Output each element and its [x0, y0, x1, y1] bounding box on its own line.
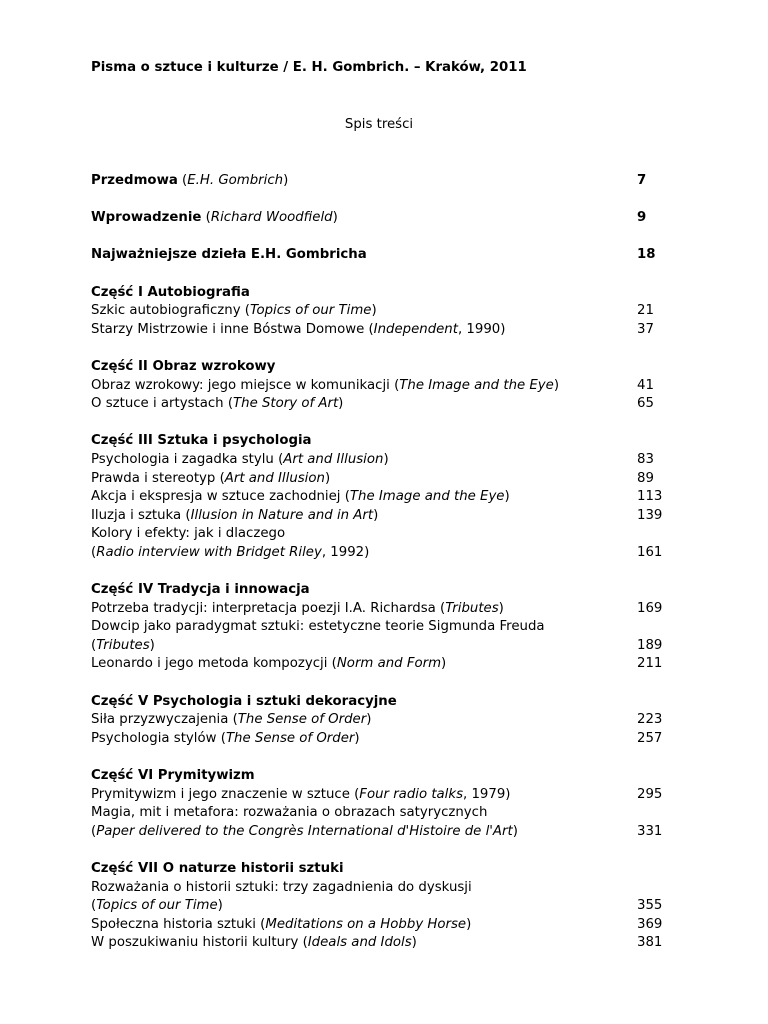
toc-main-entry [91, 172, 667, 191]
toc-part-title: Część V Psychologia i sztuki dekoracyjne [91, 693, 397, 709]
toc-entry-line [91, 302, 667, 321]
toc-entry-line [91, 600, 667, 619]
toc-page-number: 211 [637, 656, 663, 672]
toc-entry-line [91, 730, 667, 749]
toc-page-number: 331 [637, 823, 663, 839]
toc-entry-text [91, 618, 545, 637]
toc-entry-pre: Leonardo i jego metoda kompozycji ( [91, 656, 337, 672]
toc-entry-post: ) [411, 935, 417, 951]
toc-entry-line [91, 377, 667, 396]
toc-entry-post: ) [498, 600, 504, 616]
toc-entry-post: ) [512, 823, 518, 839]
toc-spacer [91, 191, 667, 210]
toc-entry-pre: Iluzja i sztuka ( [91, 507, 191, 523]
toc-entry-text [91, 544, 369, 563]
toc-entry-line [91, 879, 667, 898]
toc-entry-text [91, 209, 338, 228]
toc-entry-pre: Społeczna historia sztuki ( [91, 916, 266, 932]
toc-entry-post: ) [383, 451, 389, 467]
toc-entry-source: Meditations on a Hobby Horse [265, 916, 467, 932]
toc-entry-line [91, 321, 667, 340]
toc-entry-text [91, 507, 378, 526]
toc-entry-post: ) [441, 656, 447, 672]
toc-page-number: 7 [637, 173, 647, 188]
toc-page-number: 41 [637, 377, 654, 393]
toc-entry-line [91, 618, 667, 637]
toc-page-number: 169 [637, 600, 663, 616]
toc-entry-text [91, 302, 377, 321]
toc-page-number: 257 [637, 730, 663, 746]
toc-entry-post: ) [217, 898, 223, 914]
toc-entry-pre: ( [91, 823, 97, 839]
toc-entry-post: , 1979) [463, 786, 511, 802]
toc-entry-author-close: ) [332, 210, 338, 226]
toc-entry-line [91, 451, 667, 470]
toc-page-number: 223 [637, 712, 663, 728]
toc-entry-pre: Szkic autobiograficzny ( [91, 303, 250, 319]
toc-entry-source: Tributes [96, 637, 150, 653]
toc-entry-author-close: ) [283, 173, 289, 188]
toc-entry-post: ) [354, 730, 360, 746]
toc-entry-post: ) [466, 916, 472, 932]
toc-entry-pre: Magia, mit i metafora: rozważania o obrazach satyrycznych [91, 805, 488, 821]
toc-spacer [91, 748, 667, 767]
toc-entry-pre: Siła przyzwyczajenia ( [91, 712, 238, 728]
toc-entry-source: Topics of our Time [249, 303, 372, 319]
toc-entry-text [91, 916, 471, 935]
toc-page-number: 89 [637, 470, 654, 486]
toc-entry-line [91, 655, 667, 674]
toc-entry-pre: Rozważania o historii sztuki: trzy zagadnienia do dyskusji [91, 879, 472, 895]
toc-entry-text [91, 711, 371, 730]
toc-entry-post: ) [504, 489, 510, 505]
toc-entry-line [91, 507, 667, 526]
toc-page-number: 381 [637, 935, 663, 951]
toc-entry-line [91, 786, 667, 805]
toc-spacer [91, 339, 667, 358]
toc-entry-source: Topics of our Time [96, 898, 218, 914]
toc-entry-line [91, 637, 667, 656]
toc-entry-author-name: Richard Woodfield [210, 210, 333, 226]
toc-page-number: 161 [637, 544, 663, 560]
toc-page-number: 9 [637, 210, 647, 226]
toc-entry-pre: Psychologia i zagadka stylu ( [91, 451, 284, 467]
toc-entry-line [91, 395, 667, 414]
toc-entry-source: Ideals and Idols [307, 935, 412, 951]
toc-entry-post: , 1992) [321, 544, 370, 560]
toc-entry-author-open: ( [177, 173, 188, 188]
toc-entry-text [91, 897, 223, 916]
toc-main-entry [91, 246, 667, 265]
toc-page-number: 65 [637, 396, 654, 412]
toc-heading: Spis treści [344, 117, 414, 132]
toc-entry-line [91, 525, 667, 544]
toc-entry-pre: Dowcip jako paradygmat sztuki: estetyczne teorie Sigmunda Freuda [91, 619, 545, 635]
toc-entry-pre: Potrzeba tradycji: interpretacja poezji I.A. Richardsa ( [91, 600, 446, 616]
toc-entry-text [91, 879, 472, 898]
toc-entry-author-open: ( [201, 210, 211, 226]
toc-entry-title: Najważniejsze dzieła E.H. Gombricha [91, 247, 367, 263]
toc-entry-title: Wprowadzenie [91, 210, 202, 226]
toc-page-number: 355 [637, 898, 663, 914]
toc-entry-pre: Akcja i ekspresja w sztuce zachodniej ( [91, 489, 350, 505]
toc-page-number: 295 [637, 786, 663, 802]
toc-entry-author [178, 173, 288, 188]
toc-entry-line [91, 916, 667, 935]
toc-page-number: 21 [637, 303, 654, 319]
toc-page-number: 18 [637, 247, 656, 263]
toc-part-title: Część VII O naturze historii sztuki [91, 860, 344, 876]
toc-entry-line [91, 544, 667, 563]
toc-part-title: Część II Obraz wzrokowy [91, 358, 276, 374]
toc-entry-line [91, 934, 667, 953]
toc-entry-post: ) [338, 396, 344, 412]
toc-entry-title: Przedmowa [91, 173, 178, 188]
toc-entry-source: Paper delivered to the Congrès International d'Histoire de l'Art [96, 823, 513, 839]
toc-entry-source: The Sense of Order [237, 712, 367, 728]
toc-entry-line [91, 711, 667, 730]
toc-entry-text [91, 823, 518, 842]
toc-spacer [91, 414, 667, 433]
toc-entry-post: ) [373, 507, 379, 523]
toc-entry-text [91, 786, 510, 805]
toc-entry-text [91, 637, 155, 656]
toc-entry-text [91, 395, 343, 414]
toc-entry-post: ) [324, 470, 331, 486]
toc-spacer [91, 674, 667, 693]
toc-entry-pre: Prymitywizm i jego znaczenie w sztuce ( [91, 786, 360, 802]
toc-page-number: 369 [637, 916, 663, 932]
toc-entry-pre: Psychologia stylów ( [91, 730, 226, 746]
table-of-contents [91, 172, 667, 972]
toc-entry-post: , 1990) [457, 321, 506, 337]
toc-entry-source: The Story of Art [233, 396, 339, 412]
toc-spacer [91, 228, 667, 247]
toc-entry-line [91, 823, 667, 842]
toc-entry-source: Norm and Form [336, 656, 442, 672]
toc-entry-text [91, 804, 487, 823]
toc-entry-text [91, 451, 389, 470]
toc-entry-source: The Sense of Order [225, 730, 355, 746]
toc-entry-post: ) [371, 303, 377, 319]
toc-entry-pre: ( [91, 544, 97, 560]
toc-entry-pre: ( [91, 898, 97, 914]
toc-entry-pre: Kolory i efekty: jak i dlaczego [91, 526, 286, 542]
toc-part-title: Część VI Prymitywizm [91, 768, 255, 783]
toc-entry-pre: ( [91, 637, 97, 653]
toc-entry-pre: O sztuce i artystach ( [91, 396, 234, 412]
toc-entry-pre: Starzy Mistrzowie i inne Bóstwa Domowe ( [91, 321, 374, 337]
toc-entry-source: Art and Illusion [224, 470, 325, 486]
toc-entry-source: Four radio talks [359, 786, 463, 802]
toc-spacer [91, 841, 667, 860]
toc-entry-pre: Prawda i stereotyp ( [91, 470, 225, 486]
toc-spacer [91, 953, 667, 972]
toc-entry-source: The Image and the Eye [349, 489, 505, 505]
toc-entry-source: Radio interview with Bridget Riley [96, 544, 322, 560]
toc-entry-pre: W poszukiwaniu historii kultury ( [91, 935, 308, 951]
toc-entry-source: Independent [373, 321, 458, 337]
toc-entry-post: ) [553, 377, 560, 393]
toc-entry-post: ) [149, 637, 155, 653]
toc-entry-author-name: E.H. Gombrich [187, 173, 284, 188]
toc-entry-source: Art and Illusion [283, 451, 384, 467]
toc-page-number: 113 [637, 489, 663, 505]
toc-entry-text [91, 172, 288, 191]
toc-entry-text [91, 600, 504, 619]
toc-entry-source: Illusion in Nature and in Art [190, 507, 374, 523]
toc-page-number: 37 [637, 321, 654, 337]
document-title: Pisma o sztuce i kulturze / E. H. Gombrich. – Kraków, 2011 [91, 60, 527, 75]
toc-entry-line [91, 470, 667, 489]
toc-entry-pre: Obraz wzrokowy: jego miejsce w komunikacji ( [91, 377, 400, 393]
toc-entry-text [91, 246, 367, 265]
toc-entry-source: The Image and the Eye [399, 377, 554, 393]
toc-entry-text [91, 377, 559, 396]
toc-entry-text [91, 321, 505, 340]
toc-entry-author [201, 210, 337, 225]
toc-part-title: Część III Sztuka i psychologia [91, 433, 312, 449]
toc-entry-line [91, 804, 667, 823]
toc-entry-text [91, 655, 446, 674]
toc-entry-line [91, 488, 667, 507]
toc-part-title: Część IV Tradycja i innowacja [91, 582, 310, 598]
toc-entry-text [91, 525, 285, 544]
toc-page-number: 83 [637, 451, 654, 467]
toc-page-number: 189 [637, 637, 663, 653]
toc-part-title: Część I Autobiografia [91, 284, 250, 300]
toc-page-number: 139 [637, 507, 663, 523]
toc-entry-text [91, 730, 360, 749]
toc-entry-text [91, 934, 417, 953]
toc-main-entry [91, 209, 667, 228]
toc-entry-text [91, 470, 330, 489]
toc-spacer [91, 562, 667, 581]
toc-entry-text [91, 488, 510, 507]
toc-spacer [91, 265, 667, 284]
toc-entry-line [91, 897, 667, 916]
toc-entry-post: ) [366, 712, 372, 728]
toc-entry-source: Tributes [445, 600, 499, 616]
